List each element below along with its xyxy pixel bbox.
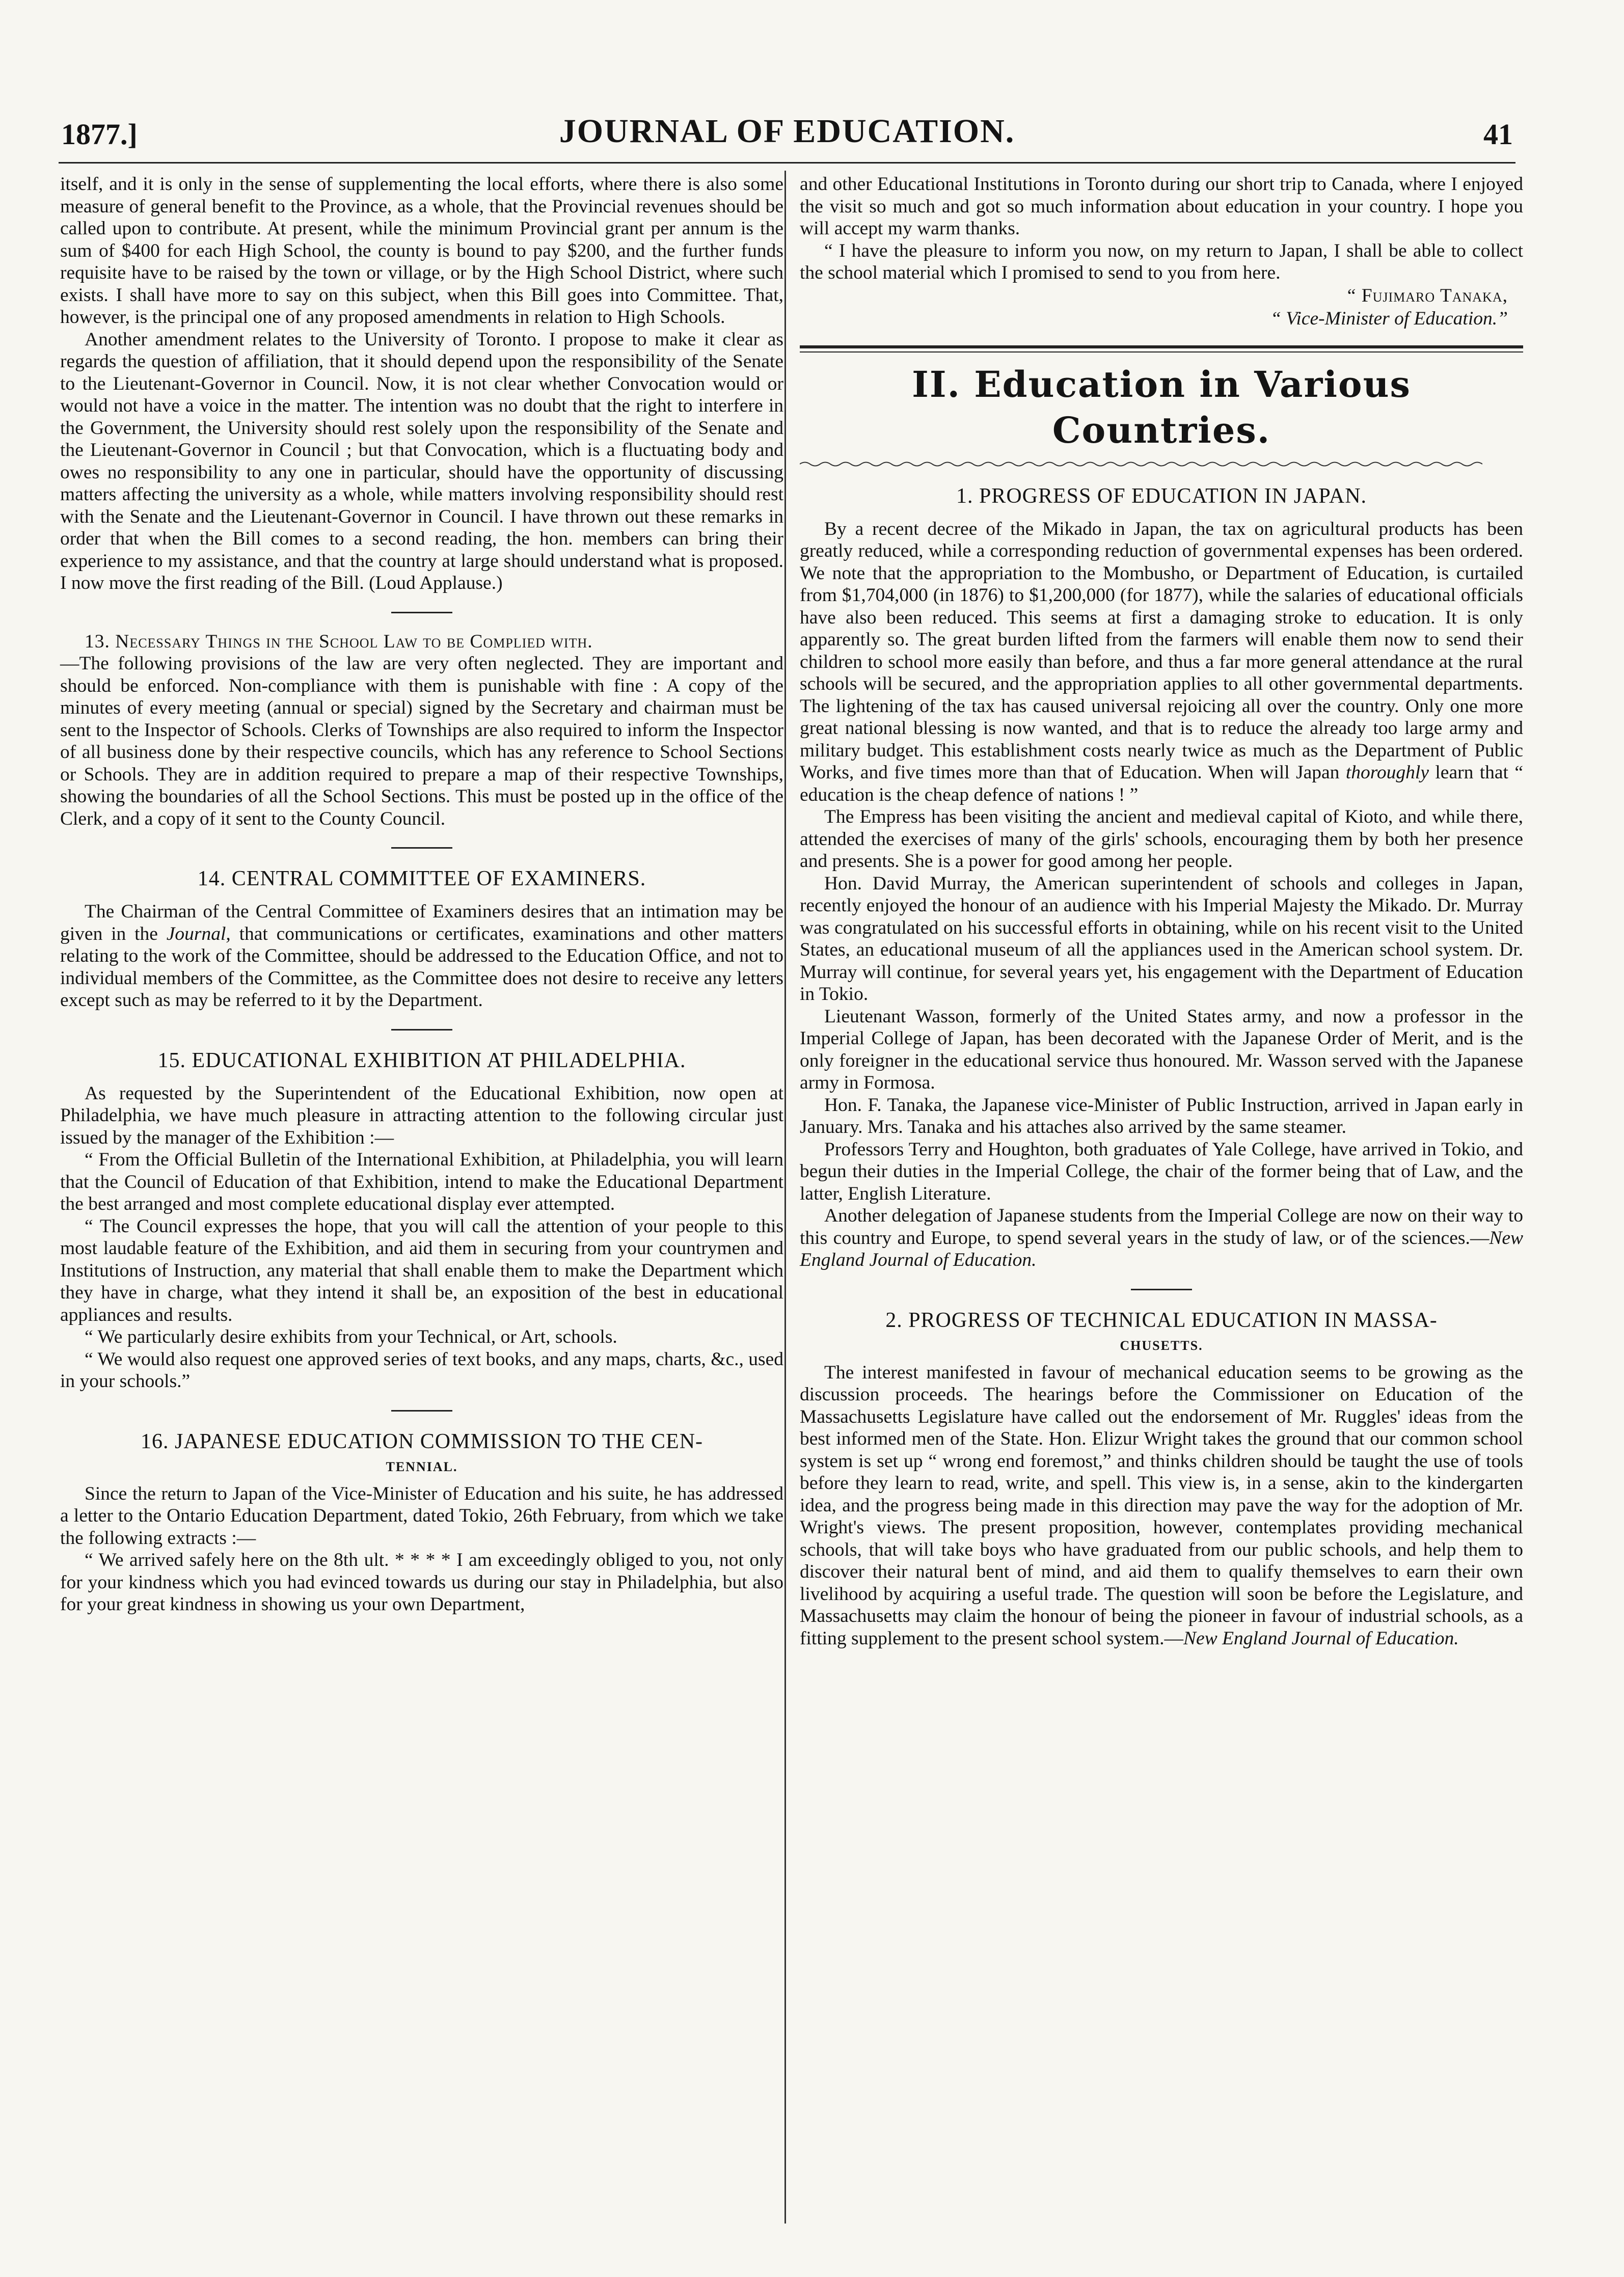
paragraph: “ I have the pleasure to inform you now, on my return to Japan, I shall be able to collect the school material which I promised to send to you from here. xyxy=(800,240,1523,283)
paragraph: Hon. F. Tanaka, the Japanese vice-Minister of Public Instruction, arrived in Japan early in January. Mrs. Tanaka and his attaches also arrived by the same steamer. xyxy=(800,1094,1523,1137)
header-rule xyxy=(59,162,1515,164)
page-header xyxy=(61,97,1513,158)
paragraph: Since the return to Japan of the Vice-Minister of Education and his suite, he has addressed a letter to the Ontario Education Department, dated Tokio, 26th February, from which we take the following extracts :— xyxy=(60,1483,783,1549)
signature-title: “ Vice-Minister of Education.” xyxy=(1270,308,1508,329)
paragraph: “ The Council expresses the hope, that you will call the attention of your people to this most laudable feature of the Exhibition, and aid them in securing from your countrymen and Institutions of Instruction, any material that shall enable them to make the Department which they have in charge, what they intend it shall be, an exposition of the best in educational appliances and results. xyxy=(60,1215,783,1325)
section-14-title: 14. CENTRAL COMMITTEE OF EXAMINERS. xyxy=(197,867,646,890)
signature-name: “ Fujimaro Tanaka, xyxy=(1347,285,1508,306)
text-run: The interest manifested in favour of mechanical education seems to be growing as the discussion proceeds. The hearings before the Commissioner on Education of the Massachusetts Legislature have called out the endorsement of Mr. Ruggles' ideas from the best informed men of the State. Hon. Elizur Wright takes the ground that our common school system is set up “ wrong end foremost,” and thinks children should be taught the use of tools before they learn to read, write, and spell. This view is, in a sense, akin to the kindergarten idea, and the progress being made in this direction may pave the way for the adoption of Mr. Wright's views. The present proposition, however, contemplates providing mechanical schools, that will take boys who have graduated from our public schools, and help them to discover their natural bent of mind, and aid them to qualify themselves to earn their own livelihood by acquiring a useful trade. The question will soon be before the Legislature, and Massachusetts may claim the honour of being the pioneer in favour of industrial schools, as a fitting supplement to the present school system.— xyxy=(800,1362,1523,1649)
paragraph: “ We arrived safely here on the 8th ult. * * * * I am exceedingly obliged to you, not only for your kindness which you had evinced towards us during our stay in Philadelphia, but also for your great kindness in showing us your own Department, xyxy=(60,1550,783,1615)
paragraph: “ We would also request one approved series of text books, and any maps, charts, &c., used in your schools.” xyxy=(60,1348,783,1392)
massachusetts-section-subtitle: CHUSETTS. xyxy=(1120,1338,1203,1353)
paragraph: The Empress has been visiting the ancient and medieval capital of Kioto, and while there, attended the exercises of many of the girls' schools, encouraging them by both her presence and presents. She is a power for good among her people. xyxy=(800,806,1523,872)
paragraph-with-source xyxy=(800,1362,1523,1650)
paragraph: As requested by the Superintendent of the Educational Exhibition, now open at Philadelphia, we have much pleasure in attracting attention to the following circular just issued by the manager of the Exhibition :— xyxy=(60,1082,783,1148)
text-run: By a recent decree of the Mikado in Japan, the tax on agricultural products has been greatly reduced, while a corresponding reduction of governmental expenses has been ordered. We note that the appropriation to the Mombusho, or Department of Education, is curtailed from $1,704,000 (in 1876) to $1,200,000 (for 1877), while the salaries of educational officials have also been reduced. This seems at first a damaging stroke to education. It is only apparently so. The great burden lifted from the farmers will enable them now to send their children to school more easily than before, and thus a far more general attendance at the rural schools will be secured, and the appropriation applies to all other governmental departments. The lightening of the tax has caused universal rejoicing all over the country. Only one more great national blessing is now wanted, and that is to reduce the already too large army and military budget. This establishment costs nearly twice as much as the Department of Public Works, and five times more than that of Education. When will Japan xyxy=(800,518,1523,783)
section-16-title: 16. JAPANESE EDUCATION COMMISSION TO THE CEN- xyxy=(140,1429,703,1453)
section-13-title: 13. Necessary Things in the School Law to be Complied with. xyxy=(85,631,593,652)
section-15-title: 15. EDUCATIONAL EXHIBITION AT PHILADELPHIA. xyxy=(157,1048,686,1072)
column-divider xyxy=(784,171,786,2224)
journal-title: JOURNAL OF EDUCATION. xyxy=(559,113,1015,150)
page-number: 41 xyxy=(1483,118,1513,151)
header-year: 1877.] xyxy=(61,118,138,151)
chapter-title: II. Education in Various Countries. xyxy=(912,363,1411,451)
paragraph: Another amendment relates to the University of Toronto. I propose to make it clear as regards the question of affiliation, that it should depend upon the responsibility of the Senate to the Lieutenant-Governor in Council. Now, it is not clear whether Convocation would or would not have a voice in the matter. The intention was no doubt that the right to interfere in the Government, the University should rest solely upon the responsibility of the Senate and the Lieutenant-Governor in Council ; but that Convocation, which is a fluctuating body and owes no responsibility to any one in particular, should have the opportunity of discussing matters affecting the university as a whole, while matters involving responsibility should rest with the Senate and the Lieutenant-Governor in Council. I have thrown out these remarks in order that when the Bill comes to a second reading, the hon. members can bring their experience to my assistance, and that the country at large should understand what is proposed. I now move the first reading of the Bill. (Loud Applause.) xyxy=(60,329,783,593)
section-13-paragraph xyxy=(60,631,783,830)
paragraph: Lieutenant Wasson, formerly of the United States army, and now a professor in the Imperial College of Japan, has been decorated with the Japanese Order of Merit, and is the only foreigner in the educational service thus honoured. Mr. Wasson served with the Japanese army in Formosa. xyxy=(800,1006,1523,1093)
paragraph: itself, and it is only in the sense of supplementing the local efforts, where there is also some measure of general benefit to the Province, as a whole, that the Provincial revenues should be called upon to contribute. At present, while the minimum Provincial grant per annum is the sum of $400 for each High School, the county is bound to pay $200, and the further funds requisite have to be raised by the town or village, or by the High School District, where such exists. I shall have more to say on this subject, when this Bill goes into Committee. That, however, is the principal one of any proposed amendments in relation to High Schools. xyxy=(60,174,783,328)
section-rule xyxy=(391,1410,452,1412)
section-double-rule xyxy=(800,345,1523,353)
source-citation: New England Journal of Education. xyxy=(1183,1628,1459,1649)
japan-section-title: 1. PROGRESS OF EDUCATION IN JAPAN. xyxy=(956,484,1367,508)
text-run-italic: thoroughly xyxy=(1345,762,1429,783)
text-run: Another delegation of Japanese students from the Imperial College are now on their way to this country and Europe, to spend several years in the study of law, or of the sciences.— xyxy=(800,1205,1523,1249)
wavy-ornament xyxy=(800,460,1482,468)
section-13-body: —The following provisions of the law are very often neglected. They are important and should be enforced. Non-compliance with them is punishable with fine : A copy of the minutes of every meeting (annual or special) signed by the Secretary and chairman must be sent to the Inspector of Schools. Clerks of Townships are also required to inform the Inspector of all business done by their respective councils, which has any reference to School Sections or Schools. They are in addition required to prepare a map of their respective Townships, showing the boundaries of all the School Sections. This must be posted up in the office of the Clerk, and a copy of it sent to the County Council. xyxy=(60,653,783,829)
section-rule xyxy=(391,612,452,613)
massachusetts-section-title: 2. PROGRESS OF TECHNICAL EDUCATION IN MASSA- xyxy=(885,1308,1438,1332)
source-citation: New England Journal of Education. xyxy=(800,1227,1523,1270)
paragraph: “ We particularly desire exhibits from your Technical, or Art, schools. xyxy=(85,1326,617,1347)
right-column xyxy=(800,173,1523,1649)
text-run-italic: Journal, xyxy=(166,923,231,944)
paragraph: “ From the Official Bulletin of the International Exhibition, at Philadelphia, you will learn that the Council of Education of that Exhibition, intend to make the Educational Department the best arranged and most complete educational display ever attempted. xyxy=(60,1149,783,1214)
section-16-subtitle: TENNIAL. xyxy=(386,1459,458,1474)
text-run: that communications or certificates, examinations and other matters relating to the work of the Committee, should be addressed to the Education Office, and not to individual members of the Committee, as the Committee does not desire to receive any letters except such as may be referred to it by the Department. xyxy=(60,923,784,1011)
japan-paragraph xyxy=(800,518,1523,806)
paragraph: Professors Terry and Houghton, both graduates of Yale College, have arrived in Tokio, and begun their duties in the Imperial College, the chair of the former being that of Law, and the latter, English Literature. xyxy=(800,1139,1523,1204)
section-rule xyxy=(391,1029,452,1031)
section-rule xyxy=(391,847,452,849)
section-rule xyxy=(1131,1289,1192,1290)
paragraph-with-source xyxy=(800,1205,1523,1271)
paragraph: and other Educational Institutions in Toronto during our short trip to Canada, where I enjoyed the visit so much and got so much information about education in your country. I hope you will accept my warm thanks. xyxy=(800,174,1523,239)
left-column xyxy=(60,173,783,1616)
section-14-body xyxy=(60,901,783,1012)
text-run: The Chairman of the Central Committee of Examiners desires that an intimation may be given in the xyxy=(60,901,783,944)
text-run: learn that “ education is the cheap defence of nations ! ” xyxy=(800,762,1523,805)
paragraph: Hon. David Murray, the American superintendent of schools and colleges in Japan, recently enjoyed the honour of an audience with his Imperial Majesty the Mikado. Dr. Murray was congratulated on his successful efforts in obtaining, while on his recent visit to the United States, an educational museum of all the appliances used in the American school system. Dr. Murray will continue, for several years yet, his engagement with the Department of Education in Tokio. xyxy=(800,873,1523,1005)
